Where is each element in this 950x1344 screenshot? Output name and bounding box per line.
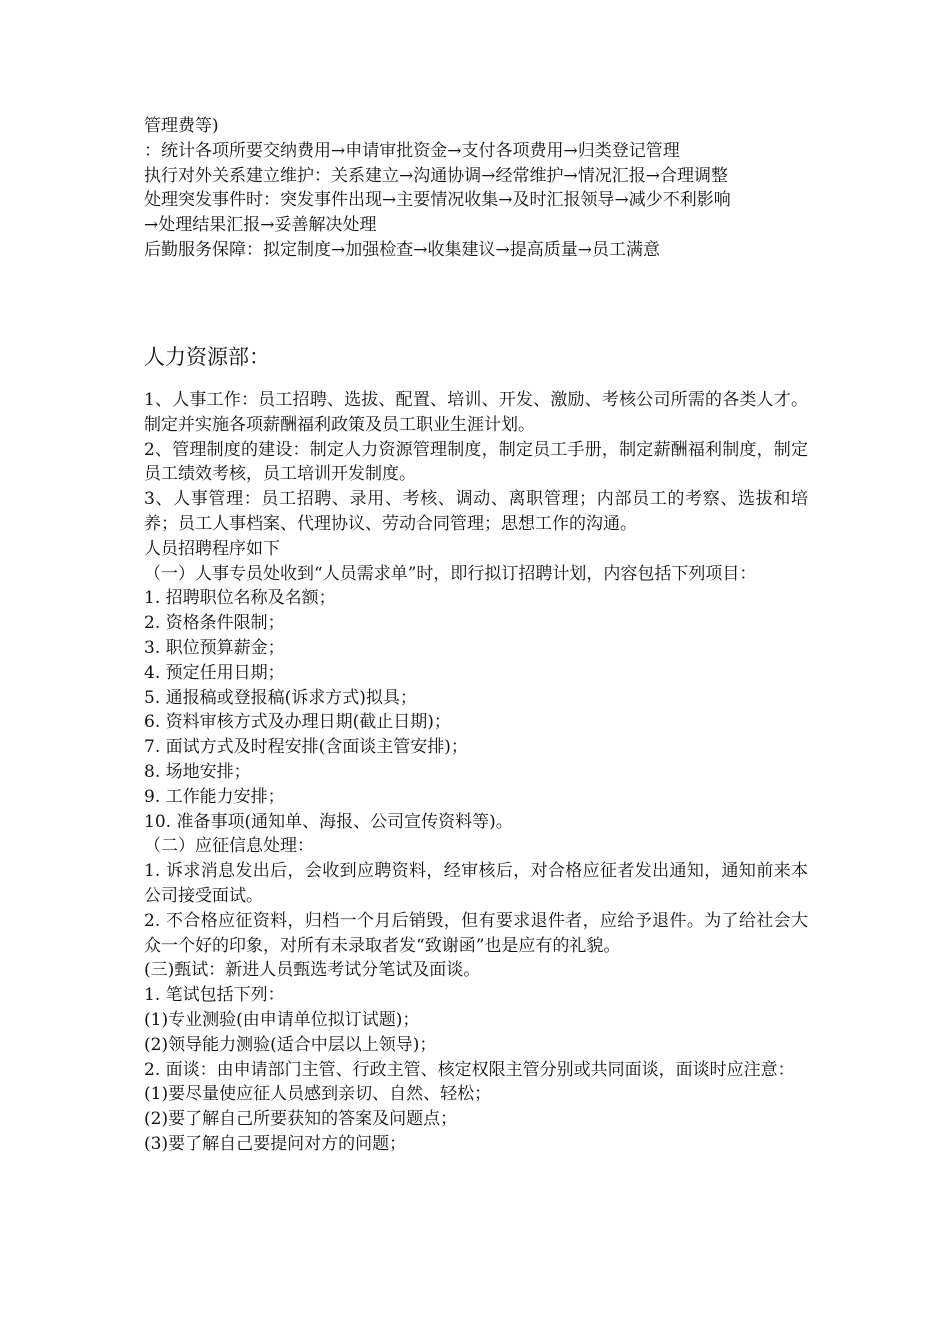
list-item: (2)领导能力测验(适合中层以上领导)； (144, 1034, 437, 1055)
text-line: 后勤服务保障：拟定制度→加强检查→收集建议→提高质量→员工满意 (144, 239, 660, 260)
duty-paragraph: 3、人事管理：员工招聘、录用、考核、调动、离职管理；内部员工的考察、选拔和培养；员工人事档案、代理协议、劳动合同管理；思想工作的沟通。 (144, 489, 808, 534)
text-line: ：统计各项所要交纳费用→申请审批资金→支付各项费用→归类登记管理 (144, 140, 680, 161)
sub-title: 1. 笔试包括下列： (144, 985, 285, 1006)
written-test-list (144, 1008, 808, 1058)
list-item: 6. 资料审核方式及办理日期(截止日期)； (144, 712, 451, 733)
list-item: 3. 职位预算薪金； (144, 637, 285, 658)
list-item: (1)要尽量使应征人员感到亲切、自然、轻松； (144, 1084, 492, 1105)
interview-paragraph: 2. 面谈：由申请部门主管、行政主管、核定权限主管分别或共同面谈，面谈时应注意： (144, 1059, 795, 1080)
list-item: 1. 招聘职位名称及名额； (144, 588, 336, 609)
text-line: 管理费等) (144, 116, 219, 136)
duty-paragraph: 2、管理制度的建设：制定人力资源管理制度，制定员工手册，制定薪酬福利制度，制定员工绩效考核，员工培训开发制度。 (144, 439, 808, 485)
list-item: 2. 资格条件限制； (144, 613, 285, 634)
admin-process-section (144, 114, 808, 263)
step-intro: （一）人事专员处收到“人员需求单”时，即行拟订招聘计划，内容包括下列项目： (144, 563, 757, 584)
list-item: 7. 面试方式及时程安排(含面谈主管安排)； (144, 737, 468, 758)
list-item: 10. 准备事项(通知单、海报、公司宣传资料等)。 (144, 811, 513, 832)
procedure-title: 人员招聘程序如下 (144, 538, 280, 559)
step-paragraph: 2. 不合格应征资料，归档一个月后销毁，但有要求退件者，应给予退件。为了给社会大众一个好的印象，对所有未录取者发“致谢函”也是应有的礼貌。 (144, 910, 808, 956)
step-title: （二）应征信息处理： (144, 836, 314, 857)
list-item: (2)要了解自己所要获知的答案及问题点； (144, 1109, 458, 1130)
section-heading: 人力资源部： (144, 345, 270, 369)
duty-paragraph: 1、人事工作：员工招聘、选拔、配置、培训、开发、激励、考核公司所需的各类人才。制定并实施各项薪酬福利政策及员工职业生涯计划。 (144, 390, 808, 435)
interview-list (144, 1082, 808, 1156)
text-line: 处理突发事件时：突发事件出现→主要情况收集→及时汇报领导→减少不利影响 (144, 190, 731, 211)
list-item: 9. 工作能力安排； (144, 786, 285, 807)
step-1-list (144, 586, 808, 834)
list-item: 8. 场地安排； (144, 761, 251, 782)
list-item: 4. 预定任用日期； (144, 662, 285, 683)
text-line: 执行对外关系建立维护：关系建立→沟通协调→经常维护→情况汇报→合理调整 (144, 165, 728, 186)
text-line: →处理结果汇报→妥善解决处理 (144, 215, 377, 236)
list-item: (1)专业测验(由申请单位拟订试题)； (144, 1009, 420, 1030)
step-paragraph: 1. 诉求消息发出后，会收到应聘资料，经审核后，对合格应征者发出通知，通知前来本公司接受面试。 (144, 861, 808, 906)
list-item: (3)要了解自己要提问对方的问题； (144, 1133, 407, 1154)
step-title: (三)甄试：新进人员甄选考试分笔试及面谈。 (144, 960, 481, 981)
list-item: 5. 通报稿或登报稿(诉求方式)拟具； (144, 687, 417, 708)
hr-section (144, 388, 808, 1157)
